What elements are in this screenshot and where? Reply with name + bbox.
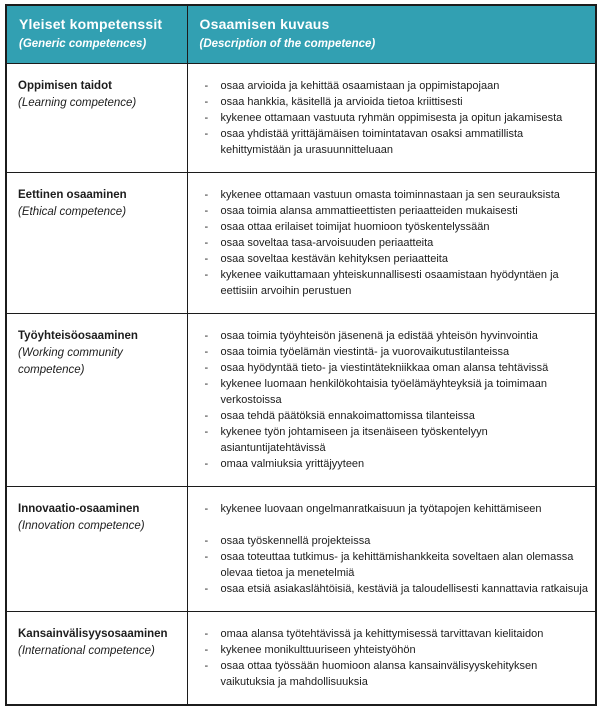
- bullet-item: [205, 376, 590, 408]
- bullet-text: osaa toimia työyhteisön jäsenenä ja edistää yhteisön hyvinvointia: [220, 330, 538, 342]
- header-title-fi: Yleiset kompetenssit: [19, 16, 163, 32]
- bullet-item: [205, 251, 590, 267]
- table-row: [6, 314, 596, 487]
- bullet-item: [205, 408, 590, 424]
- header-cell-description: [187, 5, 596, 64]
- bullet-item: [205, 203, 590, 219]
- bullet-dash: -: [204, 535, 209, 547]
- bullet-text: osaa arvioida ja kehittää osaamistaan ja oppimistapojaan: [220, 80, 500, 92]
- bullet-dash: -: [204, 503, 209, 515]
- competence-name: Eettinen osaaminen: [18, 189, 127, 201]
- bullet-item: [205, 344, 590, 360]
- bullet-dash: -: [204, 628, 209, 640]
- bullet-dash: -: [204, 660, 209, 672]
- competence-cell: [6, 314, 187, 487]
- bullet-dash: -: [204, 330, 209, 342]
- bullet-text: kykenee luovaan ongelmanratkaisuun ja työtapojen kehittämiseen: [220, 503, 542, 515]
- bullet-dash: -: [204, 112, 209, 124]
- table-header-row: [6, 5, 596, 64]
- bullet-item: [205, 110, 590, 126]
- competence-table: [5, 4, 597, 706]
- bullet-dash: -: [204, 80, 209, 92]
- bullet-dash: -: [204, 458, 209, 470]
- bullet-item: [205, 78, 590, 94]
- table-header: [6, 5, 596, 64]
- competence-cell: [6, 612, 187, 706]
- bullet-text: kykenee vaikuttamaan yhteiskunnallisesti osaamistaan hyödyntäen ja eettisiin arvoihin perustuen: [220, 269, 559, 297]
- bullet-item: [205, 126, 590, 158]
- bullet-text: kykenee luomaan henkilökohtaisia työelämäyhteyksiä ja toimimaan verkostoissa: [220, 378, 548, 406]
- competence-name-en: (Innovation competence): [18, 520, 145, 532]
- bullet-dash: -: [204, 346, 209, 358]
- bullet-dash: -: [204, 378, 209, 390]
- table-row: [6, 173, 596, 314]
- bullet-text: osaa toimia alansa ammattieettisten periaatteiden mukaisesti: [220, 205, 518, 217]
- header-subtitle-en: (Generic competences): [19, 38, 147, 50]
- description-cell: [187, 487, 596, 612]
- bullet-text: osaa hyödyntää tieto- ja viestintätekniikkaa oman alansa tehtävissä: [220, 362, 549, 374]
- competence-name: Kansainvälisyysosaaminen: [18, 628, 168, 640]
- description-cell: [187, 173, 596, 314]
- bullet-item: [205, 360, 590, 376]
- bullet-text: osaa ottaa työssään huomioon alansa kansainvälisyyskehityksen vaikutuksia ja mahdollisuuksia: [220, 660, 538, 688]
- bullet-dash: -: [204, 362, 209, 374]
- bullet-text: omaa alansa työtehtävissä ja kehittymisessä tarvittavan kielitaidon: [220, 628, 544, 640]
- bullet-item: [205, 642, 590, 658]
- bullet-text: osaa etsiä asiakaslähtöisiä, kestäviä ja taloudellisesti kannattavia ratkaisuja: [220, 583, 588, 595]
- bullet-item: [205, 235, 590, 251]
- bullet-text: osaa ottaa erilaiset toimijat huomioon työskentelyssään: [220, 221, 490, 233]
- bullet-gap: [205, 517, 590, 533]
- bullet-dash: -: [204, 221, 209, 233]
- bullet-text: kykenee työn johtamiseen ja itsenäiseen työskentelyyn asiantuntijatehtävissä: [220, 426, 488, 454]
- bullet-item: [205, 267, 590, 299]
- table-row: [6, 612, 596, 706]
- description-cell: [187, 64, 596, 173]
- bullet-text: kykenee monikulttuuriseen yhteistyöhön: [220, 644, 416, 656]
- bullet-text: osaa soveltaa kestävän kehityksen periaatteita: [220, 253, 448, 265]
- bullet-dash: -: [204, 253, 209, 265]
- competence-name: Innovaatio-osaaminen: [18, 503, 140, 515]
- bullet-item: [205, 549, 590, 581]
- bullet-item: [205, 626, 590, 642]
- bullet-item: [205, 658, 590, 690]
- bullet-text: kykenee ottamaan vastuuta ryhmän oppimisesta ja opitun jakamisesta: [220, 112, 563, 124]
- bullet-dash: -: [204, 96, 209, 108]
- bullet-dash: -: [204, 269, 209, 281]
- bullet-dash: -: [204, 205, 209, 217]
- bullet-dash: -: [204, 237, 209, 249]
- bullet-item: [205, 501, 590, 517]
- bullet-item: [205, 94, 590, 110]
- competence-name: Työyhteisöosaaminen: [18, 330, 138, 342]
- bullet-text: omaa valmiuksia yrittäjyyteen: [220, 458, 365, 470]
- description-cell: [187, 612, 596, 706]
- bullet-text: osaa tehdä päätöksiä ennakoimattomissa tilanteissa: [220, 410, 475, 422]
- competence-cell: [6, 64, 187, 173]
- bullet-text: osaa soveltaa tasa-arvoisuuden periaatteita: [220, 237, 434, 249]
- bullet-item: [205, 328, 590, 344]
- competence-name: Oppimisen taidot: [18, 80, 112, 92]
- header-subtitle-en: (Description of the competence): [199, 38, 376, 50]
- bullet-dash: -: [204, 189, 209, 201]
- bullet-item: [205, 456, 590, 472]
- competence-name-en: (Working community competence): [18, 347, 123, 376]
- header-cell-generic-competences: [6, 5, 187, 64]
- description-cell: [187, 314, 596, 487]
- bullet-dash: -: [204, 583, 209, 595]
- bullet-item: [205, 533, 590, 549]
- bullet-dash: -: [204, 426, 209, 438]
- competence-name-en: (International competence): [18, 645, 155, 657]
- bullet-dash: -: [204, 551, 209, 563]
- bullet-text: osaa hankkia, käsitellä ja arvioida tietoa kriittisesti: [220, 96, 463, 108]
- competence-table-body: [6, 64, 596, 706]
- bullet-item: [205, 187, 590, 203]
- table-row: [6, 487, 596, 612]
- competence-cell: [6, 487, 187, 612]
- table-row: [6, 64, 596, 173]
- bullet-text: osaa työskennellä projekteissa: [220, 535, 371, 547]
- bullet-dash: -: [204, 644, 209, 656]
- bullet-text: osaa yhdistää yrittäjämäisen toimintatavan osaksi ammatillista kehittymistään ja urasuunnitteluaan: [220, 128, 524, 156]
- bullet-dash: -: [204, 410, 209, 422]
- bullet-text: osaa toimia työelämän viestintä- ja vuorovaikutustilanteissa: [220, 346, 510, 358]
- bullet-dash: -: [204, 128, 209, 140]
- competence-name-en: (Ethical competence): [18, 206, 127, 218]
- bullet-item: [205, 424, 590, 456]
- bullet-item: [205, 581, 590, 597]
- bullet-text: osaa toteuttaa tutkimus- ja kehittämishankkeita soveltaen alan olemassa olevaa tietoa ja menetelmiä: [220, 551, 574, 579]
- header-title-fi: Osaamisen kuvaus: [199, 16, 330, 32]
- competence-cell: [6, 173, 187, 314]
- competence-name-en: (Learning competence): [18, 97, 137, 109]
- bullet-item: [205, 219, 590, 235]
- bullet-text: kykenee ottamaan vastuun omasta toiminnastaan ja sen seurauksista: [220, 189, 560, 201]
